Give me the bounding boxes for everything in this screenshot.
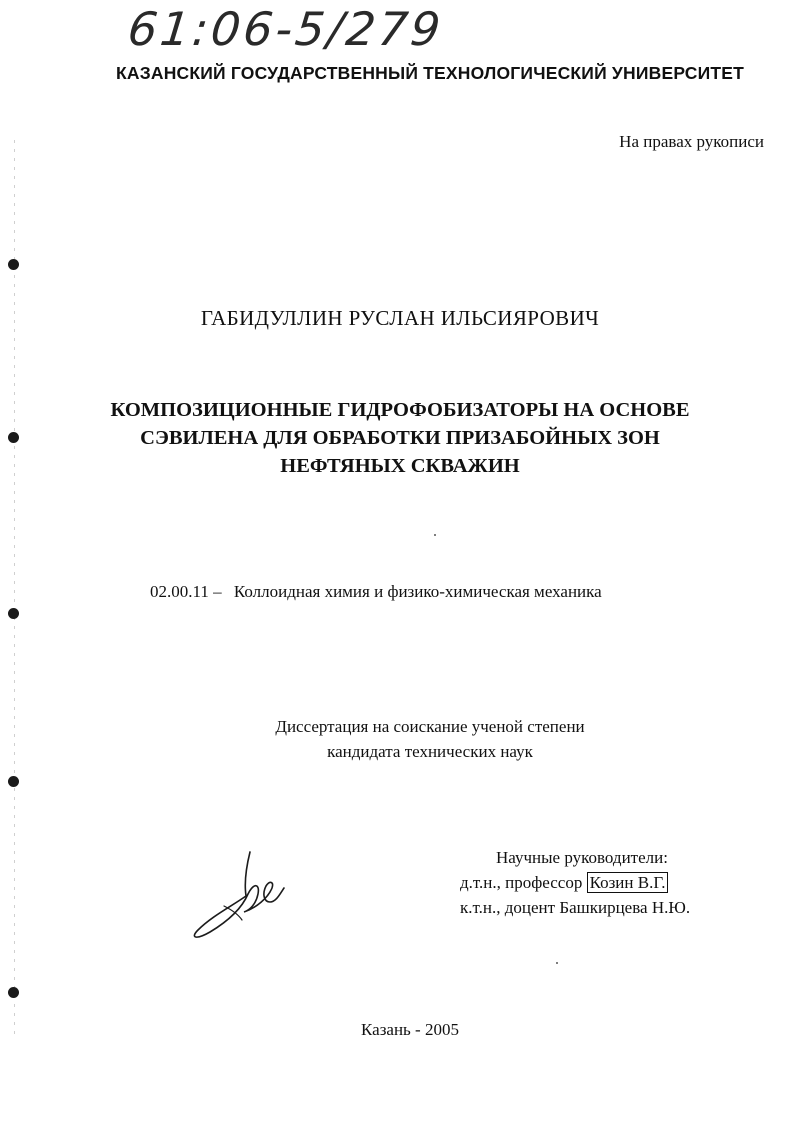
title-line: НЕФТЯНЫХ СКВАЖИН: [280, 455, 520, 477]
handwritten-signature: [180, 848, 290, 940]
specialty-name: Коллоидная химия и физико-химическая механика: [233, 582, 602, 601]
specialty: [150, 582, 730, 602]
binding-hole: [8, 608, 19, 619]
manuscript-rights-note: На правах рукописи: [619, 132, 764, 151]
binding-hole: [8, 987, 19, 998]
place-and-year: Казань - 2005: [361, 1020, 459, 1039]
university-name: КАЗАНСКИЙ ГОСУДАРСТВЕННЫЙ ТЕХНОЛОГИЧЕСКИЙ УНИВЕРСИТЕТ: [115, 63, 745, 83]
degree-statement: [200, 714, 660, 764]
binding-hole: [8, 432, 19, 443]
dissertation-title: [90, 396, 710, 480]
supervisors-heading: Научные руководители:: [496, 848, 668, 867]
supervisor-name: Башкирцева Н.Ю.: [559, 898, 691, 917]
author-name: ГАБИДУЛЛИН РУСЛАН ИЛЬСИЯРОВИЧ: [200, 306, 600, 330]
binding-hole: [8, 776, 19, 787]
archive-number: 61:06-5/279: [125, 2, 446, 56]
supervisor-first: [460, 870, 760, 895]
title-line: СЭВИЛЕНА ДЛЯ ОБРАБОТКИ ПРИЗАБОЙНЫХ ЗОН: [140, 427, 660, 449]
scientific-supervisors: [460, 845, 760, 920]
scan-speck: [434, 534, 436, 536]
scan-margin-line: [14, 140, 15, 1040]
title-line: КОМПОЗИЦИОННЫЕ ГИДРОФОБИЗАТОРЫ НА ОСНОВЕ: [110, 399, 690, 421]
supervisor-name: Козин В.Г.: [587, 872, 669, 893]
degree-line: кандидата технических наук: [327, 742, 533, 761]
supervisor-rank: к.т.н., доцент: [460, 898, 556, 917]
specialty-code: 02.00.11 –: [150, 582, 222, 601]
supervisor-second: [460, 895, 760, 920]
binding-hole: [8, 259, 19, 270]
degree-line: Диссертация на соискание ученой степени: [275, 717, 585, 736]
scan-speck: [556, 962, 558, 964]
supervisor-rank: д.т.н., профессор: [460, 873, 583, 892]
